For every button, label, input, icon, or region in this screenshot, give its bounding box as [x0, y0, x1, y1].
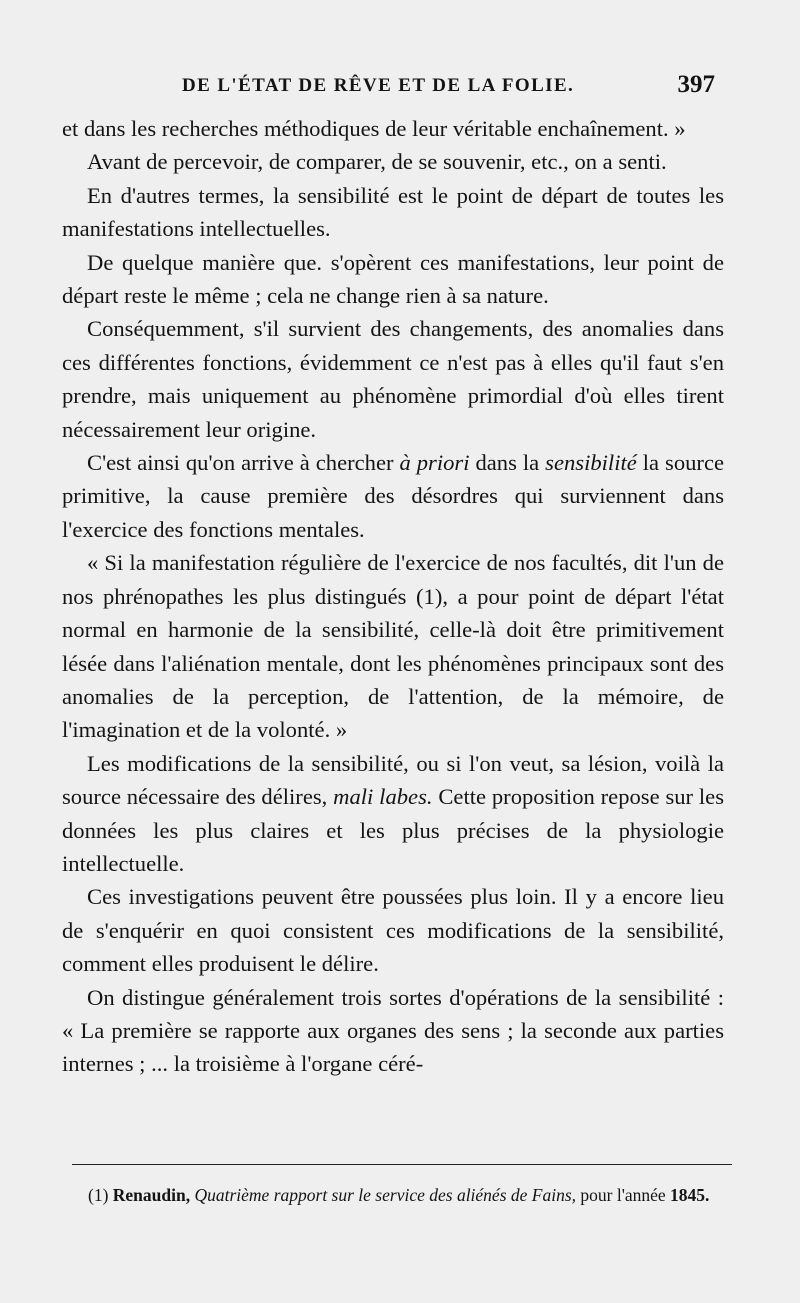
paragraph-6-text-a: C'est ainsi qu'on arrive à chercher	[87, 450, 400, 476]
paragraph-6-italic-a-priori: à priori	[399, 450, 470, 476]
paragraph-9: Ces investigations peuvent être poussées plus loin. Il y a encore lieu de s'enquérir en quoi consistent ces modifications de la sensibilité, comment elles produisent le délire.	[62, 884, 724, 977]
footnote-tail: pour l'année	[576, 1185, 671, 1205]
footnote-year: 1845.	[670, 1185, 710, 1205]
paragraph-4: De quelque manière que. s'opèrent ces manifestations, leur point de départ reste le même ; cela ne change rien à sa nature.	[62, 249, 724, 309]
paragraph-1: et dans les recherches méthodiques de leur véritable enchaînement. »	[62, 116, 686, 141]
paragraph-6	[62, 446, 724, 546]
page-number: 397	[677, 71, 715, 98]
paragraph-2: Avant de percevoir, de comparer, de se souvenir, etc., on a senti.	[87, 149, 667, 175]
footnote-divider	[72, 1164, 732, 1165]
paragraph-8-text-b: Cette proposition repose sur les données les plus claires et les plus précises de la physiologie intellectuelle.	[62, 784, 725, 876]
paragraph-8	[62, 747, 724, 881]
footnote-title: Quatrième rapport sur le service des aliénés de Fains,	[190, 1185, 577, 1205]
body-text	[62, 112, 724, 1081]
running-head	[62, 73, 717, 103]
paragraph-6-text-c: la source primitive, la cause première des désordres qui surviennent dans l'exercice des fonctions mentales.	[62, 450, 725, 542]
paragraph-6-italic-sensibilite: sensibilité	[545, 450, 637, 476]
paragraph-6-text-b: dans la	[469, 450, 546, 476]
paragraph-7: « Si la manifestation régulière de l'exercice de nos facultés, dit l'un de nos phrénopathes les plus distingués (1), a pour point de départ l'état normal en harmonie de la sensibilité, celle-là doit être primitivement lésée dans l'aliénation mentale, dont les phénomènes principaux sont des anomalies de la perception, de l'attention, de la mémoire, de l'imagination et de la volonté. »	[62, 550, 724, 743]
running-head-title: DE L'ÉTAT DE RÊVE ET DE LA FOLIE.	[182, 75, 575, 96]
paragraph-8-text-a: Les modifications de la sensibilité, ou si l'on veut, sa lésion, voilà la source nécessaire des délires,	[62, 750, 724, 810]
footnote-1	[66, 1182, 734, 1208]
paragraph-5: Conséquemment, s'il survient des changements, des anomalies dans ces différentes fonctions, évidemment ce n'est pas à elles qu'il faut s'en prendre, mais uniquement au phénomène primordial d'où elles tirent nécessairement leur origine.	[62, 316, 724, 442]
paragraph-8-italic-mali-labes: mali labes.	[333, 784, 433, 810]
footnote-author: Renaudin,	[112, 1185, 191, 1205]
paragraph-3: En d'autres termes, la sensibilité est le point de départ de toutes les manifestations intellectuelles.	[62, 182, 724, 242]
paragraph-10: On distingue généralement trois sortes d'opérations de la sensibilité : « La première se rapporte aux organes des sens ; la seconde aux parties internes ; ... la troisième à l'organe céré-	[62, 984, 724, 1077]
footnote	[66, 1182, 734, 1208]
footnote-marker: (1)	[88, 1185, 113, 1205]
